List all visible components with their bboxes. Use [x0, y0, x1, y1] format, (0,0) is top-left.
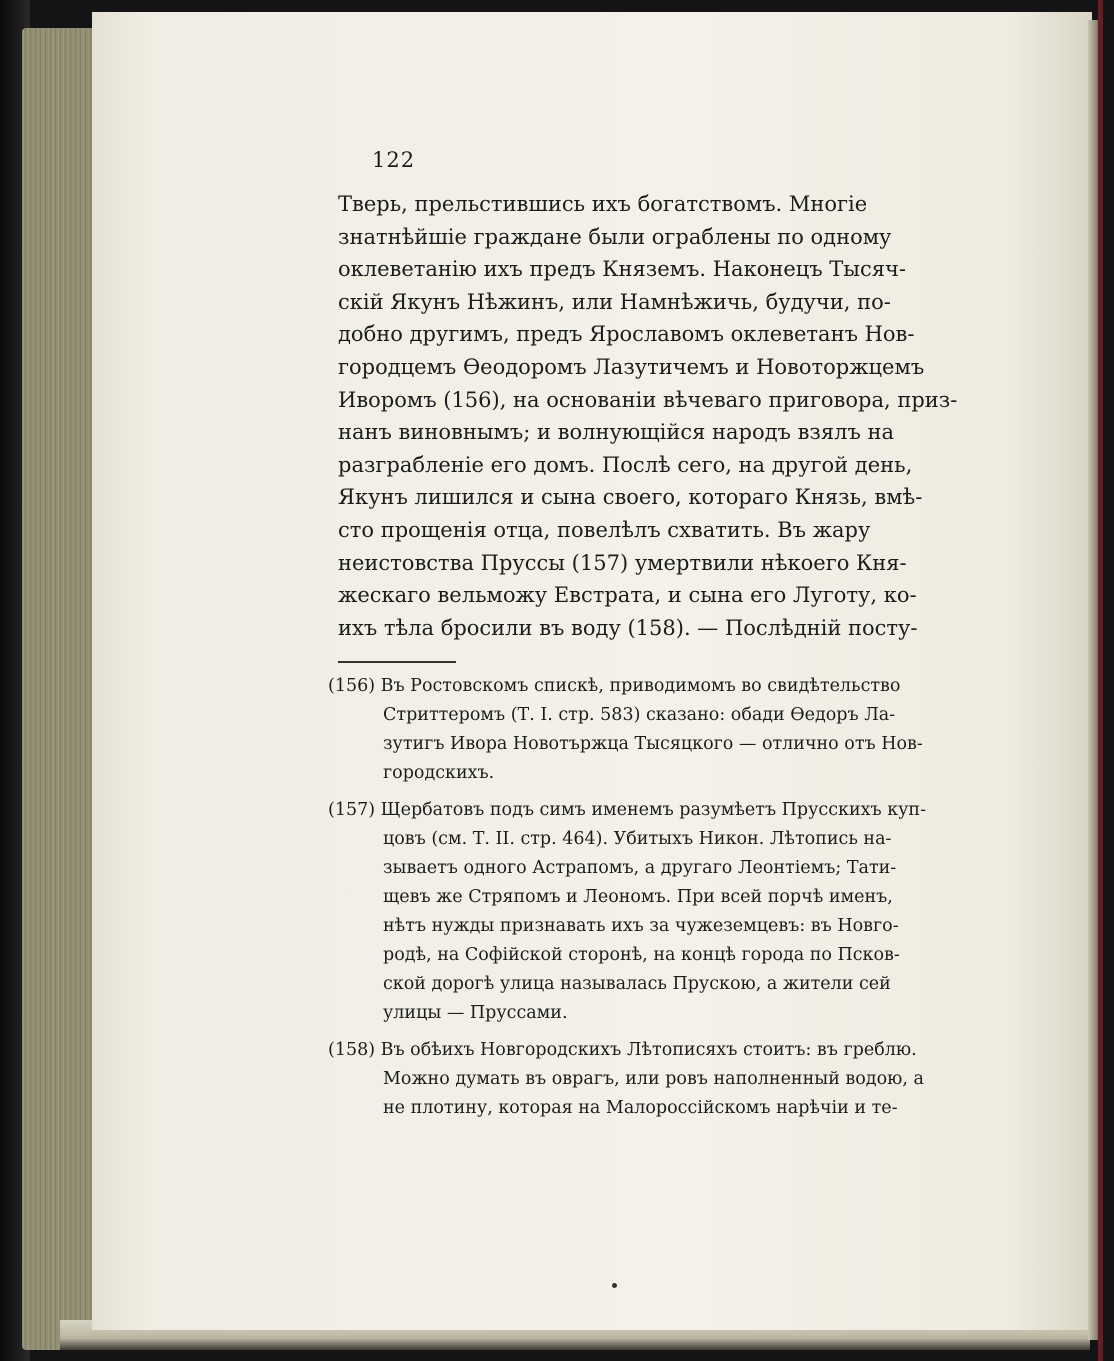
footnote-line: Стриттеромъ (Т. I. стр. 583) сказано: обади Ѳедоръ Ла-	[383, 705, 896, 725]
footnote-line: щевъ же Стряпомъ и Леономъ. При всей порчѣ именъ,	[383, 887, 893, 907]
text-line: добно другимъ, предъ Ярославомъ оклеветанъ Нов-	[338, 322, 915, 347]
footnotes	[328, 672, 978, 1123]
footnote-line: Можно думать въ оврагъ, или ровъ наполненный водою, а	[383, 1069, 924, 1089]
text-line: скій Якунъ Нѣжинъ, или Намнѣжичь, будучи, по-	[338, 289, 891, 314]
footnote-line: ской дорогѣ улица называлась Прускою, а жители сей	[383, 974, 891, 994]
text-line: разграбленіе его домъ. Послѣ сего, на другой день,	[338, 452, 913, 477]
footnote-line: (156) Въ Ростовскомъ спискѣ, приводимомъ во свидѣтельство	[328, 676, 901, 696]
footnote-line: зутигъ Ивора Новотържца Тысяцкого — отлично отъ Нов-	[383, 734, 923, 754]
footnote-156	[328, 672, 978, 788]
footnote-line: цовъ (см. Т. II. стр. 464). Убитыхъ Никон. Лѣтопись на-	[383, 829, 892, 849]
footnote-line: зываетъ одного Астрапомъ, а другаго Леонтіемъ; Тати-	[383, 858, 897, 878]
bookmark-ribbon	[1098, 0, 1103, 1361]
text-line: сто прощенія отца, повелѣлъ схватить. Въ жару	[338, 517, 871, 542]
footnote-157	[328, 796, 978, 1028]
text-line: Тверь, прельстившись ихъ богатствомъ. Многіе	[338, 192, 868, 216]
footnote-separator	[338, 661, 456, 663]
ink-speck	[612, 1283, 617, 1288]
footnote-line: улицы — Пруссами.	[383, 1003, 568, 1023]
text-line: ихъ тѣла бросили въ воду (158). — Послѣдній посту-	[338, 615, 918, 640]
footnote-spacer	[328, 1028, 978, 1036]
footnote-line: (157) Щербатовъ подъ симъ именемъ разумѣетъ Прусскихъ куп-	[328, 800, 927, 820]
footnote-158	[328, 1036, 978, 1123]
text-line: нанъ виновнымъ; и волнующійся народъ взялъ на	[338, 420, 895, 445]
page-stack-edge	[22, 28, 102, 1350]
main-text	[338, 188, 978, 644]
page-number: 122	[372, 148, 416, 172]
text-line: городцемъ Ѳеодоромъ Лазутичемъ и Новоторжцемъ	[338, 354, 925, 379]
footnote-line: (158) Въ обѣихъ Новгородскихъ Лѣтописяхъ стоитъ: въ греблю.	[328, 1040, 917, 1060]
text-line: оклеветанію ихъ предъ Княземъ. Наконецъ Тысяч-	[338, 257, 907, 282]
text-line: знатнѣйшіе граждане были ограблены по одному	[338, 224, 892, 249]
footnote-spacer	[328, 788, 978, 796]
text-line: Иворомъ (156), на основаніи вѣчеваго приговора, приз-	[338, 387, 958, 412]
footnote-line: не плотину, которая на Малороссійскомъ нарѣчіи и те-	[383, 1098, 898, 1118]
text-line: Якунъ лишился и сына своего, котораго Князь, вмѣ-	[338, 485, 923, 510]
footnote-line: городскихъ.	[383, 763, 495, 783]
footnote-line: родѣ, на Софійской сторонѣ, на концѣ города по Псков-	[383, 945, 900, 965]
text-line: неистовства Пруссы (157) умертвили нѣкоего Кня-	[338, 550, 907, 575]
footnote-line: нѣтъ нужды признавать ихъ за чужеземцевъ: въ Новго-	[383, 916, 899, 936]
text-line: жескаго вельможу Евстрата, и сына его Луготу, ко-	[338, 583, 917, 608]
